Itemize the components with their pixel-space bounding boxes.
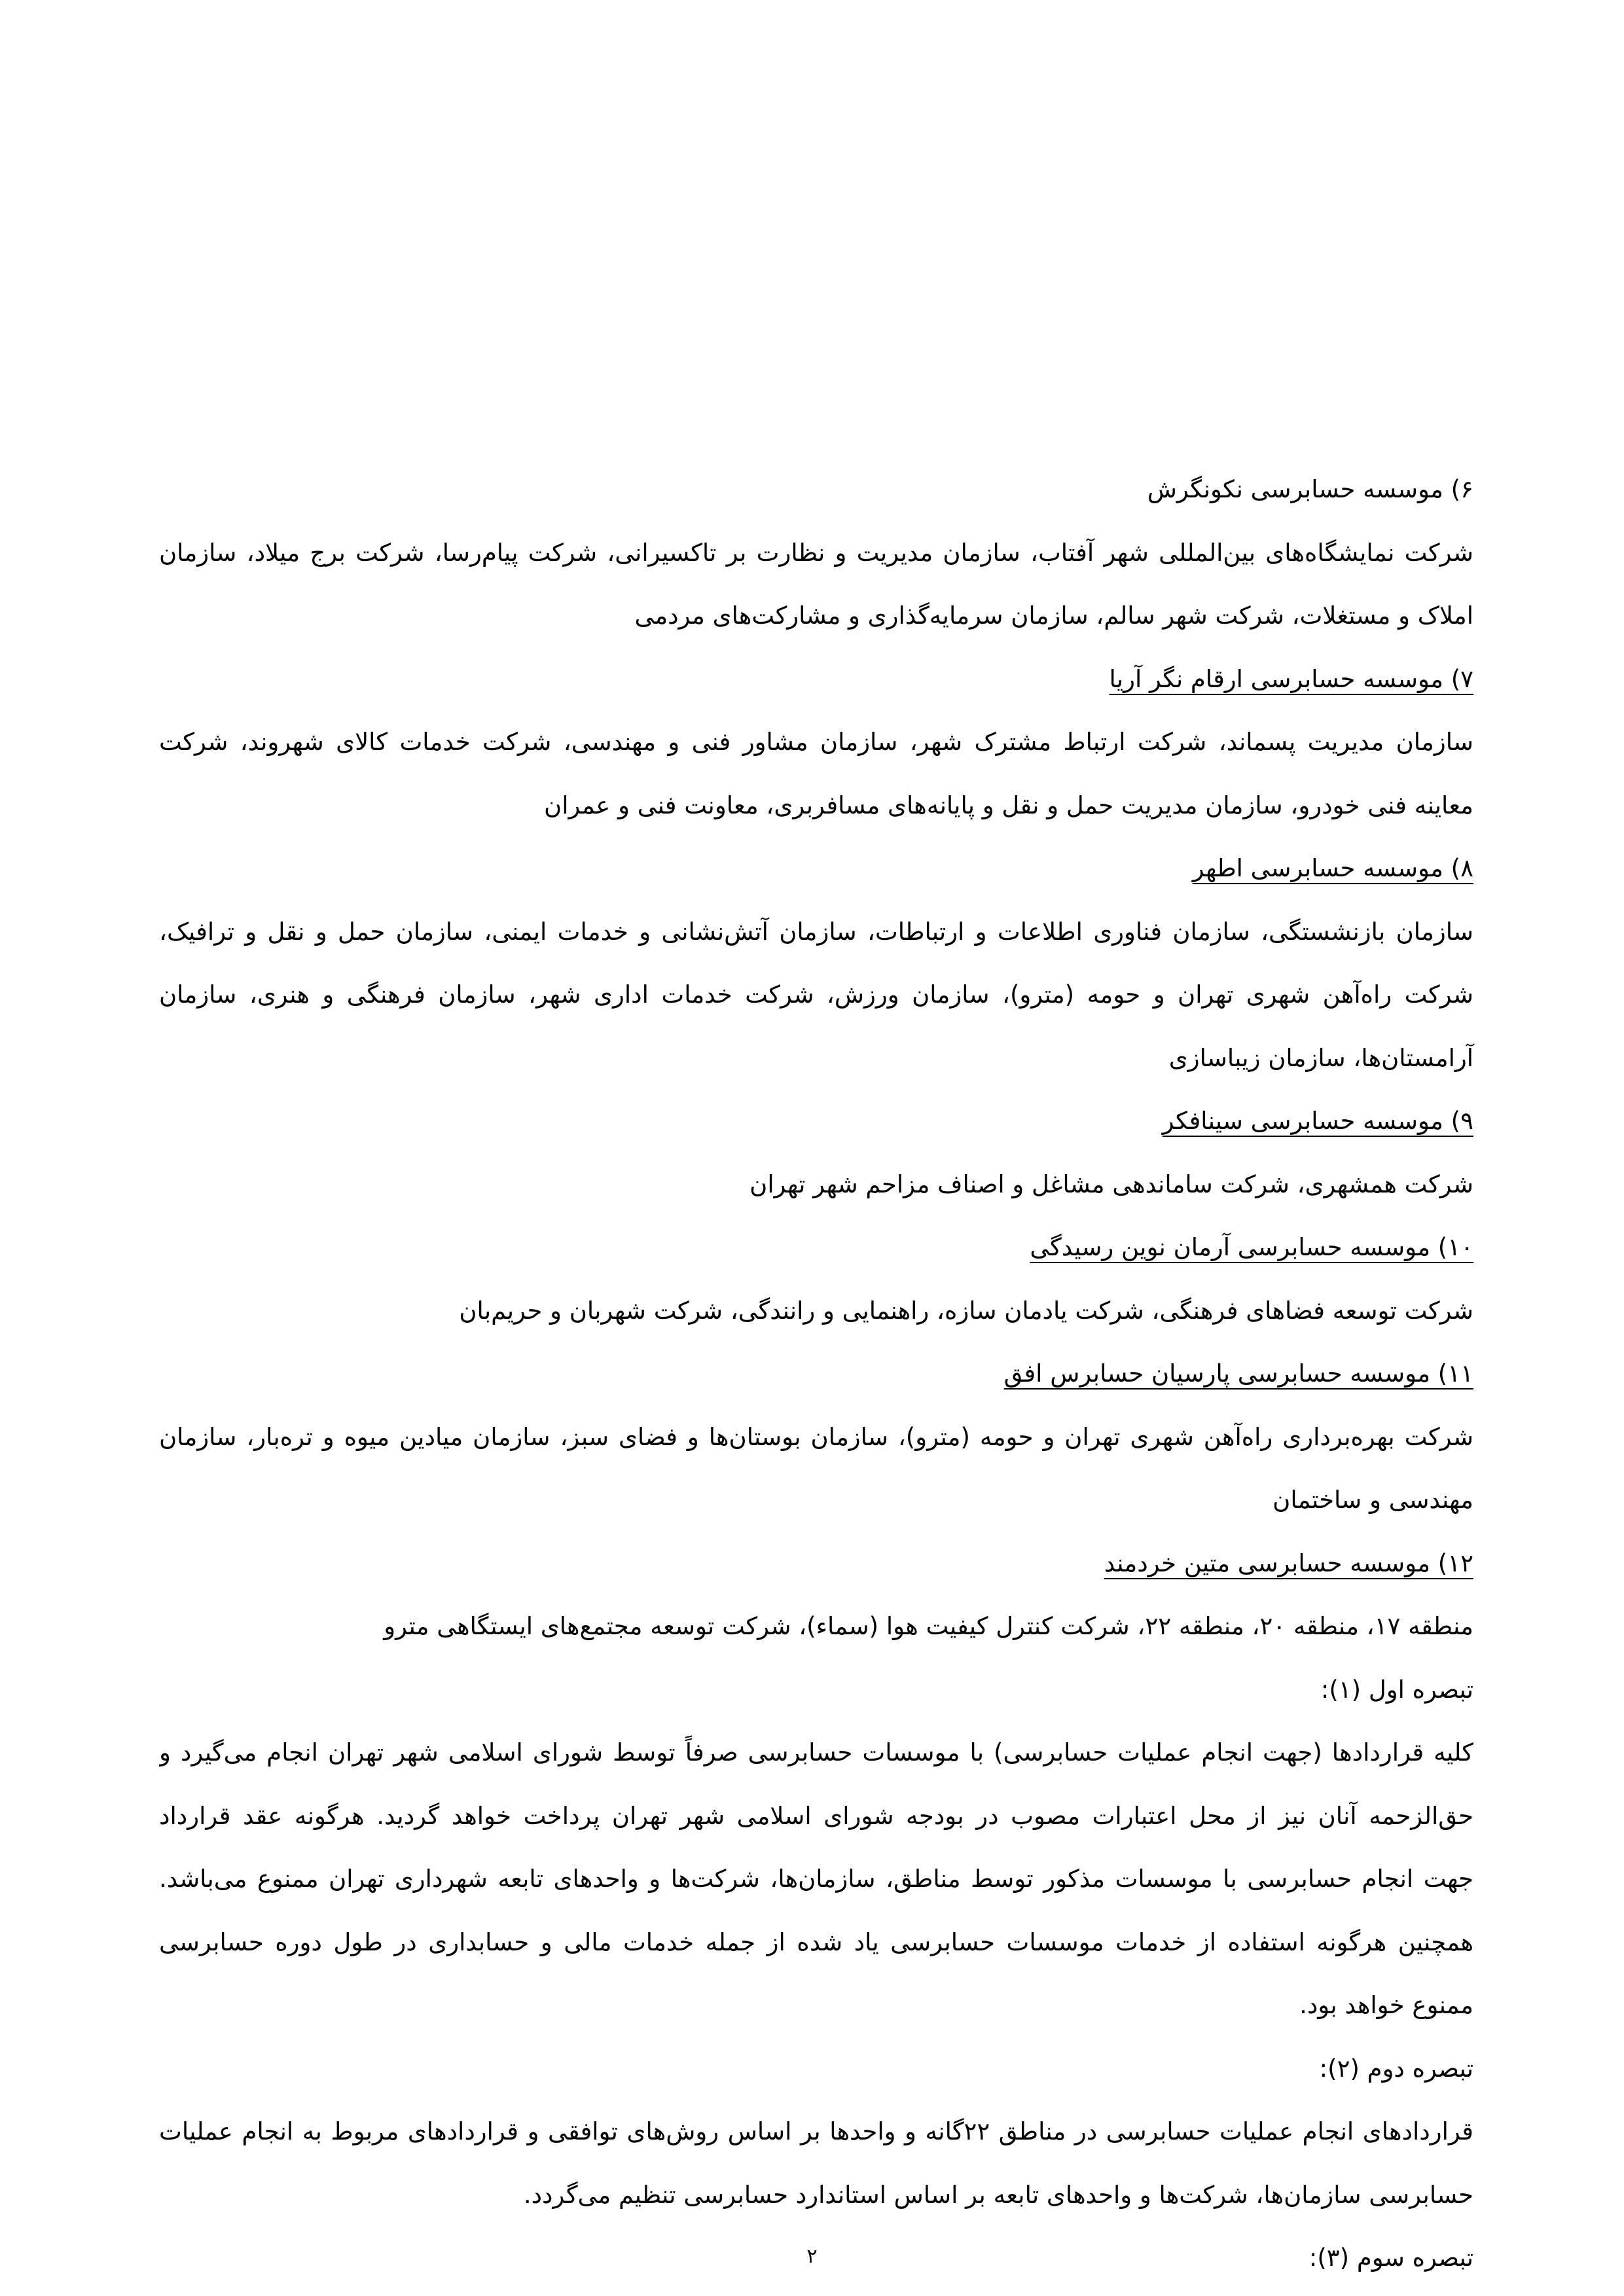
document-body xyxy=(159,458,1473,2290)
line-text: شرکت راه‌آهن شهری تهران و حومه (مترو)، سازمان ورزش، شرکت خدمات اداری شهر، سازمان فرهنگی و هنری، سازمان xyxy=(159,980,1473,1009)
line-text: ۹) موسسه حسابرسی سینافکر xyxy=(1162,1107,1473,1135)
line-text: شرکت بهره‌برداری راه‌آهن شهری تهران و حومه (مترو)، سازمان بوستان‌ها و فضای سبز، سازمان میادین میوه و تره‌بار، سازمان xyxy=(159,1422,1473,1451)
paragraph-line xyxy=(159,2100,1473,2164)
line-text: حق‌الزحمه آنان نیز از محل اعتبارات مصوب در بودجه شورای اسلامی شهر تهران پرداخت خواهد گردید. هرگونه عقد قرارداد xyxy=(159,1801,1473,1830)
line-text: سازمان بازنشستگی، سازمان فناوری اطلاعات و ارتباطات، سازمان آتش‌نشانی و خدمات ایمنی، سازمان حمل و نقل و ترافیک، xyxy=(159,917,1473,946)
paragraph-line xyxy=(159,1406,1473,1469)
paragraph-line xyxy=(159,1848,1473,1911)
paragraph-line xyxy=(159,1974,1473,2037)
line-text: کلیه قراردادها (جهت انجام عملیات حسابرسی) با موسسات حسابرسی صرفاً توسط شورای اسلامی شهر تهران انجام می‌گیرد و xyxy=(159,1738,1473,1767)
line-text: املاک و مستغلات، شرکت شهر سالم، سازمان سرمایه‌گذاری و مشارکت‌های مردمی xyxy=(634,601,1473,630)
paragraph-line xyxy=(159,774,1473,838)
paragraph-line xyxy=(159,584,1473,648)
paragraph-line xyxy=(159,1153,1473,1217)
section-heading xyxy=(159,648,1473,711)
paragraph-line xyxy=(159,522,1473,585)
line-text: تبصره سوم (۳): xyxy=(1308,2244,1473,2272)
section-heading xyxy=(159,2037,1473,2101)
section-heading xyxy=(159,1090,1473,1153)
section-heading xyxy=(159,1659,1473,1722)
line-text: آرامستان‌ها، سازمان زیباسازی xyxy=(1168,1043,1473,1072)
section-heading xyxy=(159,1342,1473,1406)
line-text: منطقه ۱۷، منطقه ۲۰، منطقه ۲۲، شرکت کنترل کیفیت هوا (سماء)، شرکت توسعه مجتمع‌های ایستگاهی مترو xyxy=(384,1612,1473,1640)
paragraph-line xyxy=(159,1595,1473,1659)
line-text: شرکت توسعه فضاهای فرهنگی، شرکت یادمان سازه، راهنمایی و رانندگی، شرکت شهربان و حریم‌بان xyxy=(459,1296,1473,1325)
line-text: ۸) موسسه حسابرسی اطهر xyxy=(1192,854,1473,882)
line-text: سازمان مدیریت پسماند، شرکت ارتباط مشترک شهر، سازمان مشاور فنی و مهندسی، شرکت خدمات کالای شهروند، شرکت xyxy=(159,728,1473,756)
section-heading xyxy=(159,837,1473,901)
line-text: جهت انجام حسابرسی با موسسات مذکور توسط مناطق، سازمان‌ها، شرکت‌ها و واحدهای تابعه شهرداری تهران ممنوع می‌باشد. xyxy=(159,1865,1473,1893)
section-heading xyxy=(159,1532,1473,1596)
paragraph-line xyxy=(159,1280,1473,1343)
line-text: ۱۲) موسسه حسابرسی متین خردمند xyxy=(1104,1549,1473,1577)
line-text: ممنوع خواهد بود. xyxy=(1299,1991,1473,2019)
line-text: ۱۱) موسسه حسابرسی پارسیان حسابرس افق xyxy=(1003,1359,1473,1388)
line-text: ۱۰) موسسه حسابرسی آرمان نوین رسیدگی xyxy=(1030,1233,1473,1261)
line-text: معاینه فنی خودرو، سازمان مدیریت حمل و نقل و پایانه‌های مسافربری، معاونت فنی و عمران xyxy=(544,791,1473,819)
paragraph-line xyxy=(159,1911,1473,1975)
paragraph-line xyxy=(159,963,1473,1027)
line-text: شرکت نمایشگاه‌های بین‌المللی شهر آفتاب، سازمان مدیریت و نظارت بر تاکسیرانی، شرکت پیام‌رسا، شرکت برج میلاد، سازمان xyxy=(159,538,1473,567)
line-text: حسابرسی سازمان‌ها، شرکت‌ها و واحدهای تابعه بر اساس استاندارد حسابرسی تنظیم می‌گردد. xyxy=(523,2180,1473,2209)
line-text: ۷) موسسه حسابرسی ارقام نگر آریا xyxy=(1109,664,1473,693)
paragraph-line xyxy=(159,1027,1473,1090)
paragraph-line xyxy=(159,711,1473,774)
line-text: مهندسی و ساختمان xyxy=(1272,1486,1473,1514)
paragraph-line xyxy=(159,1785,1473,1848)
line-text: تبصره دوم (۲): xyxy=(1319,2054,1473,2083)
line-text: تبصره اول (۱): xyxy=(1320,1675,1473,1704)
page-number: ۲ xyxy=(806,2245,818,2268)
section-heading xyxy=(159,1216,1473,1280)
paragraph-line xyxy=(159,2164,1473,2227)
line-text: شرکت همشهری، شرکت ساماندهی مشاغل و اصناف مزاحم شهر تهران xyxy=(749,1170,1473,1198)
line-text: قراردادهای انجام عملیات حسابرسی در مناطق ۲۲گانه و واحدها بر اساس روش‌های توافقی و قراردادهای مربوط به انجام عملیات xyxy=(159,2117,1473,2145)
paragraph-line xyxy=(159,901,1473,964)
section-heading xyxy=(159,458,1473,522)
line-text: همچنین هرگونه استفاده از خدمات موسسات حسابرسی یاد شده از جمله خدمات مالی و حسابداری در طول دوره حسابرسی xyxy=(159,1928,1473,1956)
paragraph-line xyxy=(159,1721,1473,1785)
line-text: ۶) موسسه حسابرسی نکونگرش xyxy=(1147,475,1473,503)
paragraph-line xyxy=(159,1469,1473,1532)
